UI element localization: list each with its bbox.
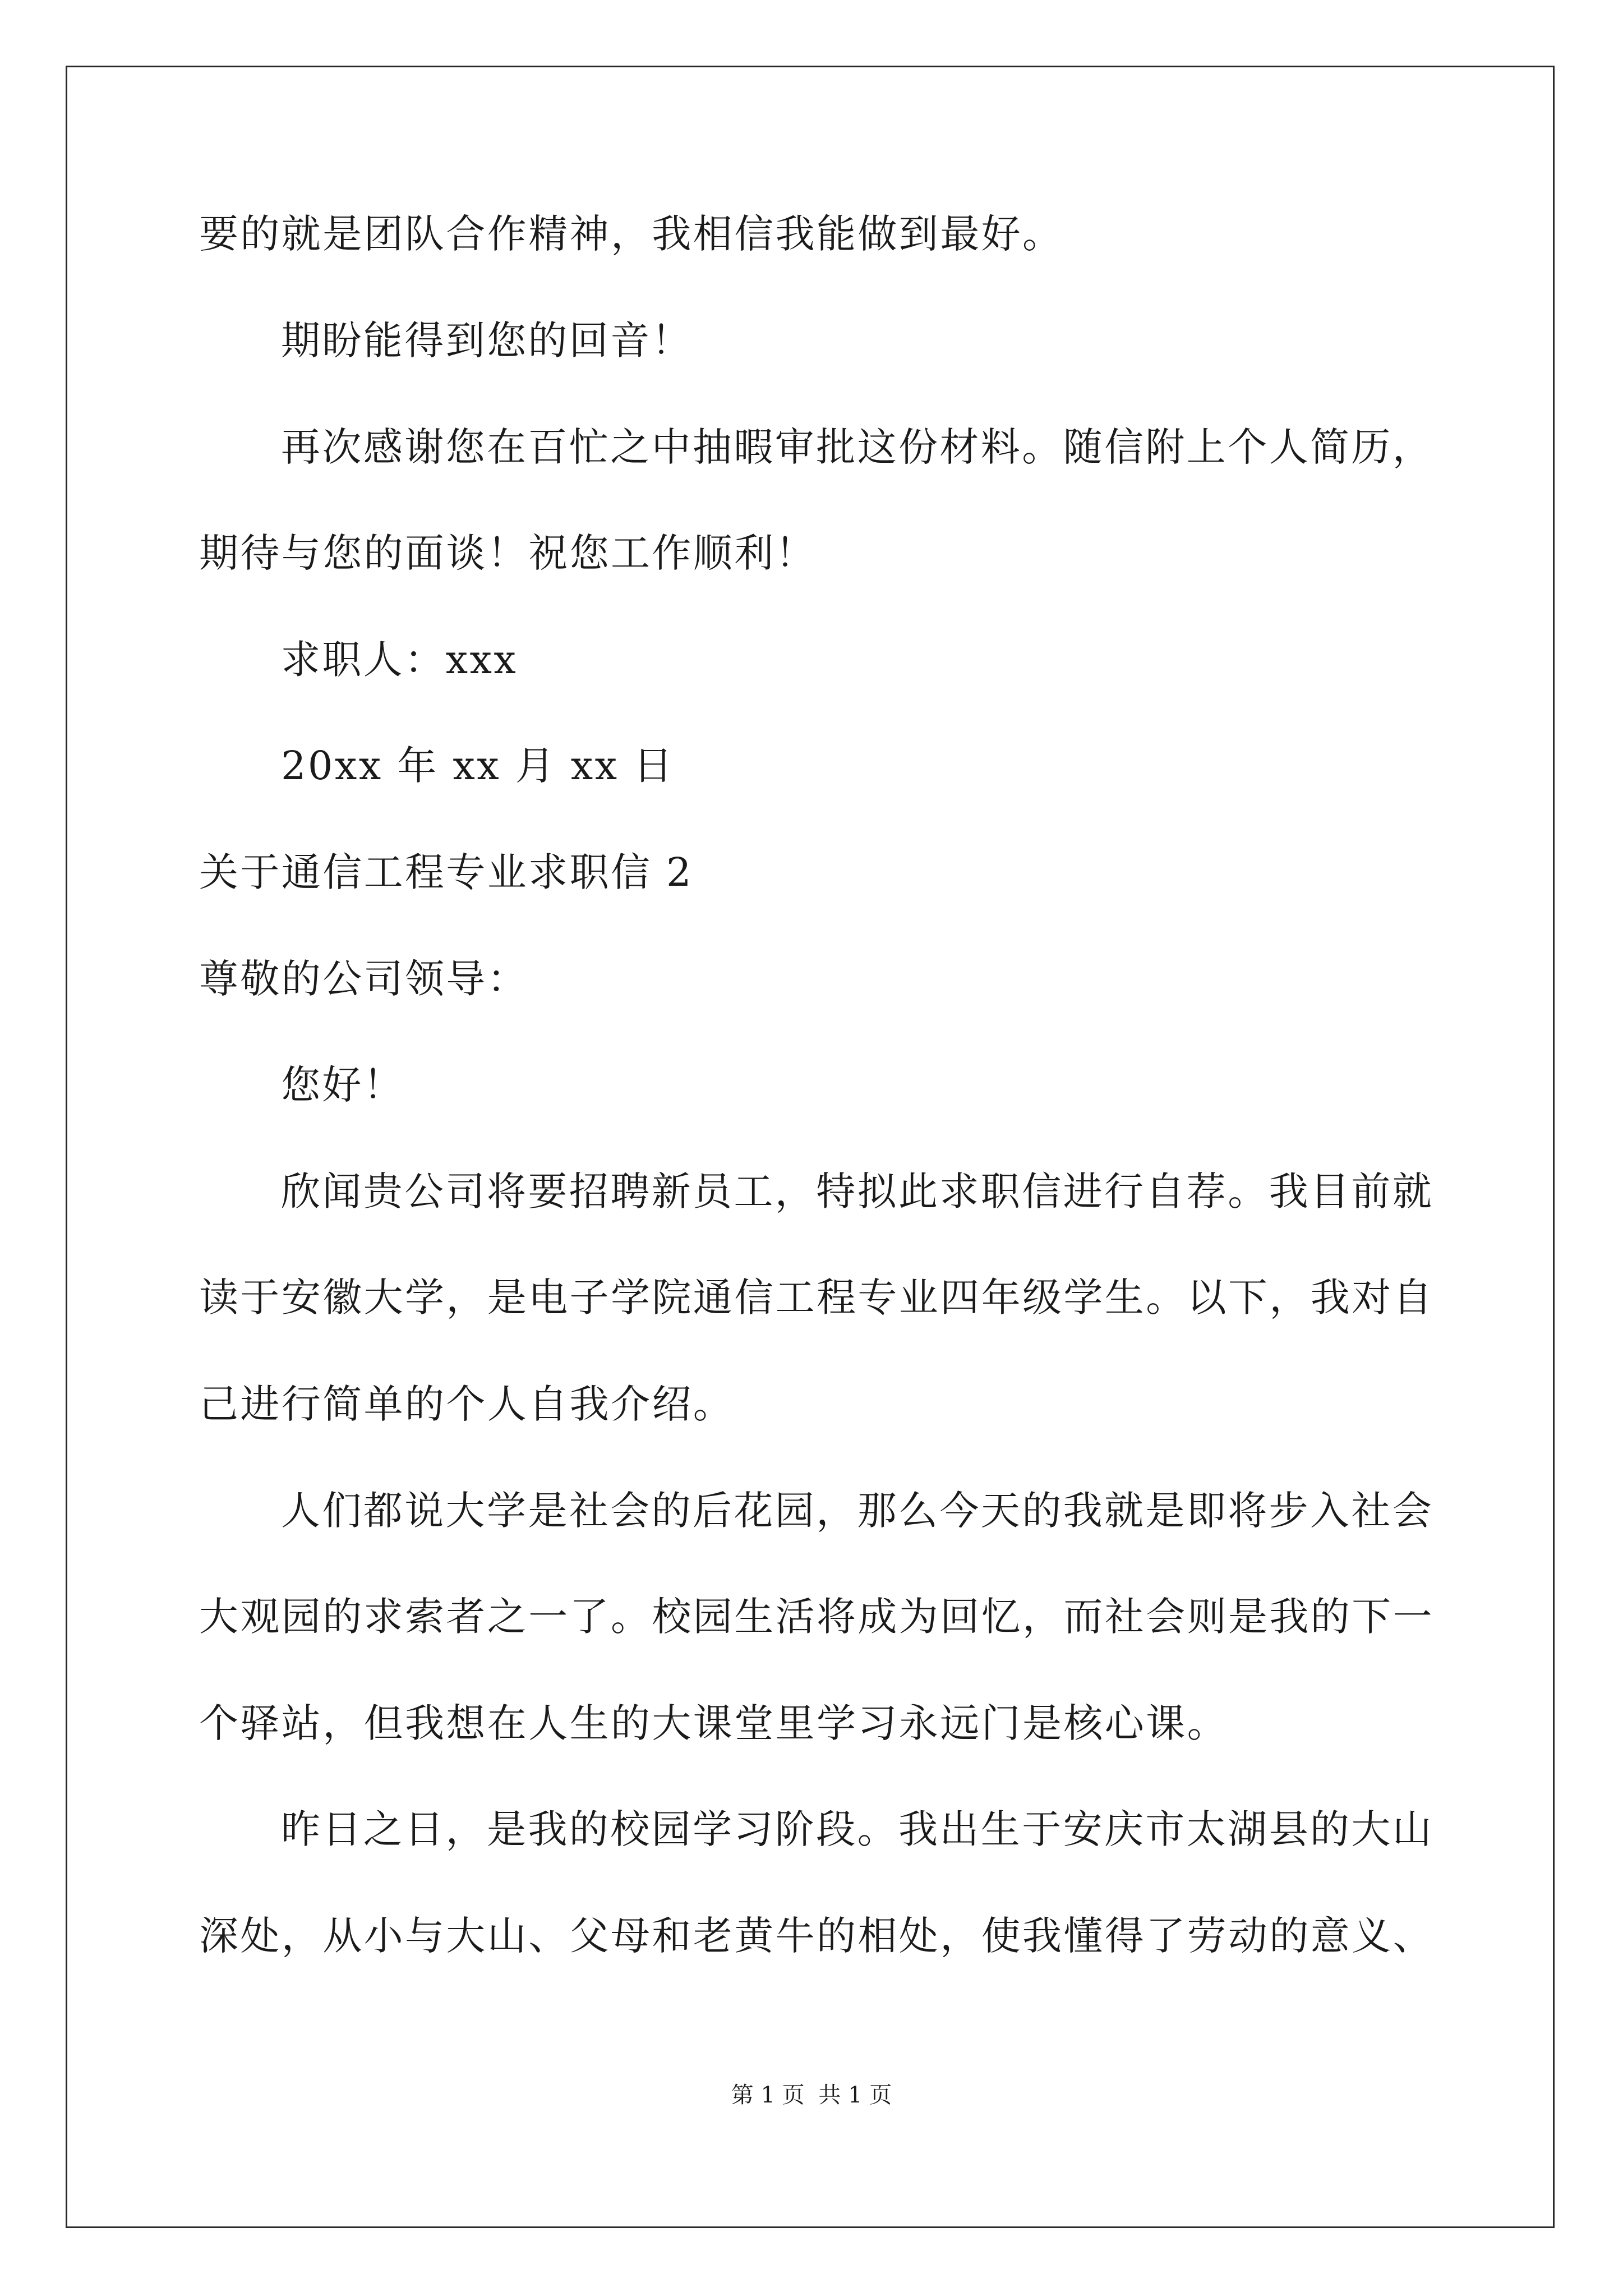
text-line: 人们都说大学是社会的后花园，那么今天的我就是即将步入社会	[281, 1488, 1434, 1534]
section-title: 关于通信工程专业求职信 2	[199, 849, 693, 895]
salutation: 尊敬的公司领导：	[199, 956, 529, 1002]
page-footer	[0, 2081, 1623, 2109]
date-line: 20xx 年 xx 月 xx 日	[281, 743, 675, 789]
text-line: 己进行简单的个人自我介绍。	[199, 1381, 735, 1427]
text-line: 再次感谢您在百忙之中抽暇审批这份材料。随信附上个人简历，	[281, 424, 1434, 470]
page-total: 共 1 页	[818, 2082, 892, 2108]
text-line: 个驿站，但我想在人生的大课堂里学习永远门是核心课。	[199, 1700, 1228, 1746]
text-line: 读于安徽大学，是电子学院通信工程专业四年级学生。以下，我对自	[199, 1274, 1434, 1320]
page-border	[66, 66, 1555, 2228]
signature-line: 求职人：xxx	[281, 637, 518, 683]
text-line: 大观园的求索者之一了。校园生活将成为回忆，而社会则是我的下一	[199, 1594, 1434, 1640]
page-number: 第 1 页	[731, 2082, 805, 2108]
text-line: 要的就是团队合作精神，我相信我能做到最好。	[199, 211, 1064, 257]
text-line: 深处，从小与大山、父母和老黄牛的相处，使我懂得了劳动的意义、	[199, 1913, 1434, 1959]
text-line: 期盼能得到您的回音！	[281, 318, 693, 364]
text-line: 昨日之日，是我的校园学习阶段。我出生于安庆市太湖县的大山	[281, 1806, 1434, 1852]
text-line: 期待与您的面谈！祝您工作顺利！	[199, 530, 817, 576]
text-line: 欣闻贵公司将要招聘新员工，特拟此求职信进行自荐。我目前就	[281, 1168, 1434, 1214]
greeting: 您好！	[281, 1062, 405, 1108]
